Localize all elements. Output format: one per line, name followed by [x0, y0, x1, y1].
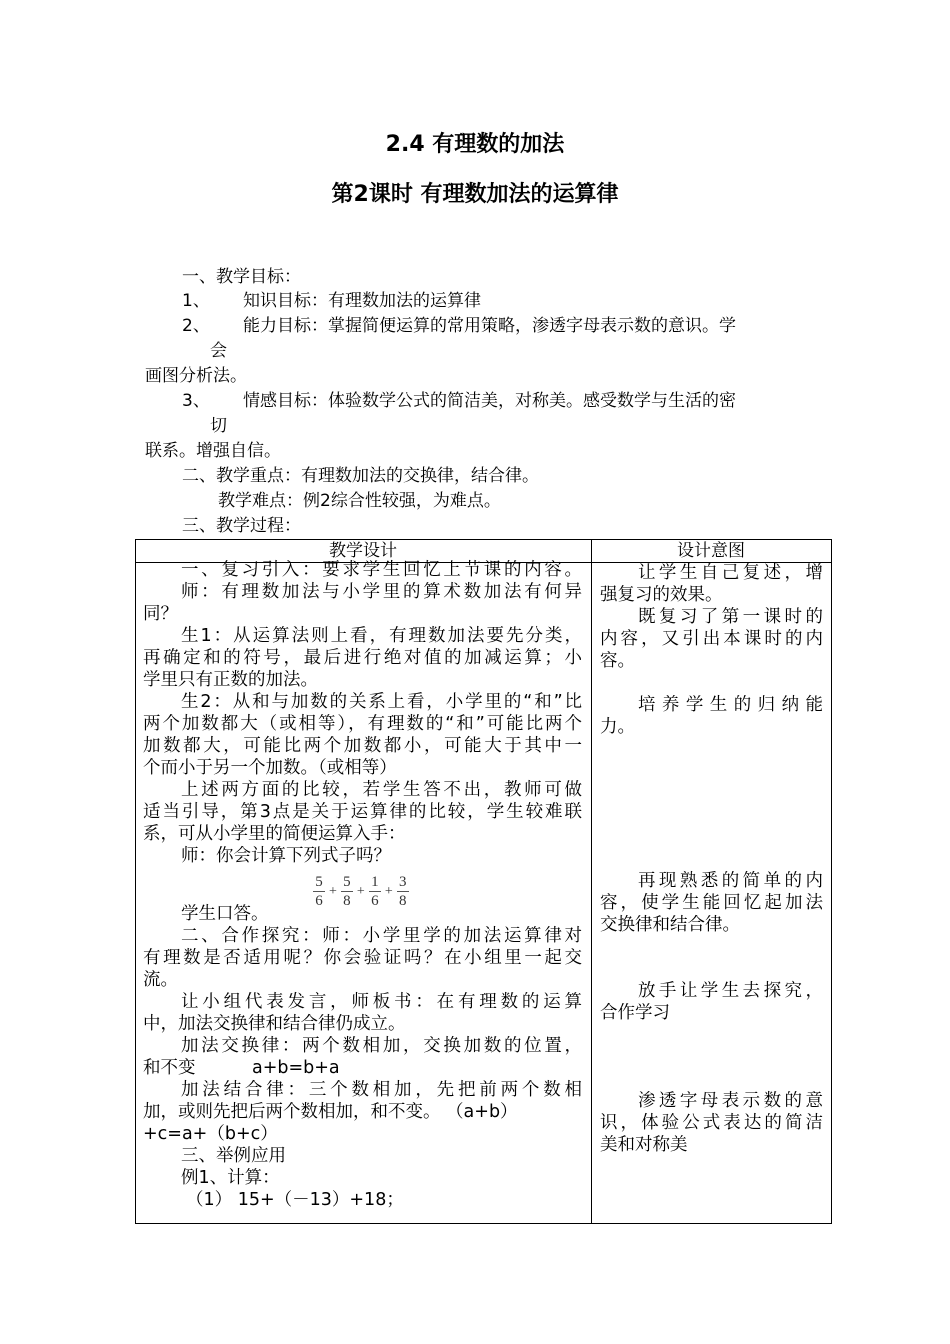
intro-line: 三、教学过程：	[182, 516, 301, 536]
denominator: 8	[343, 893, 351, 909]
intent-line: 渗透字母表示数的意	[638, 1091, 823, 1111]
intro-line: 联系。增强自信。	[145, 441, 281, 461]
design-line: 流。	[143, 970, 178, 990]
design-line: a+b=b+a	[252, 1058, 340, 1078]
design-line: 个而小于另一个加数。（或相等）	[143, 758, 397, 778]
plus-operator: +	[384, 883, 393, 899]
intro-line: 切	[210, 416, 227, 436]
design-line: 两个加数都大（或相等），有理数的“和”可能比两个	[143, 714, 582, 734]
design-line: 例1、计算：	[181, 1168, 280, 1188]
design-line: 再确定和的符号，最后进行绝对值的加减运算；小	[143, 648, 582, 668]
intent-line: 识，体验公式表达的简洁	[600, 1113, 823, 1133]
numerator: 3	[398, 874, 407, 890]
design-line: 加法交换律：两个数相加，交换加数的位置，	[181, 1036, 582, 1056]
design-line: 三、举例应用	[181, 1146, 286, 1166]
design-line: 生1：从运算法则上看，有理数加法要先分类，	[181, 626, 582, 646]
intent-line: 培养学生的归纳能	[638, 695, 823, 715]
intro-line: 2、	[182, 316, 210, 336]
intro-line: 画图分析法。	[145, 366, 247, 386]
design-line: 适当引导，第3点是关于运算律的比较，学生较难联	[143, 802, 582, 822]
design-line: 加，或则先把后两个数相加，和不变。 （a+b）	[143, 1102, 518, 1122]
intro-line: 教学难点：例2综合性较强，为难点。	[218, 491, 501, 511]
design-line: 生2：从和与加数的关系上看，小学里的“和”比	[181, 692, 582, 712]
document-title: 2.4 有理数的加法	[385, 132, 565, 157]
fraction	[312, 873, 326, 910]
design-line: 系，可从小学里的简便运算入手：	[143, 824, 406, 844]
denominator: 6	[315, 893, 323, 909]
intent-line: 让学生自己复述，增	[638, 563, 823, 583]
intro-line: 1、	[182, 291, 210, 311]
design-line: 师：有理数加法与小学里的算术数加法有何异	[181, 582, 582, 602]
intent-line: 美和对称美	[600, 1135, 688, 1155]
design-line: （1） 15+（－13）+18；	[186, 1190, 404, 1210]
fraction	[340, 873, 354, 910]
intent-line: 交换律和结合律。	[600, 915, 740, 935]
intent-line: 再现熟悉的简单的内	[638, 871, 823, 891]
intent-line: 力。	[600, 717, 635, 737]
intent-line: 合作学习	[600, 1003, 670, 1023]
design-line: 同？	[143, 604, 178, 624]
header-intent: 设计意图	[677, 541, 745, 561]
design-line: 一、复习引入：要求学生回忆上节课的内容。	[181, 560, 582, 580]
design-line: 学里只有正数的加法。	[143, 670, 318, 690]
intro-line: 二、教学重点：有理数加法的交换律，结合律。	[182, 466, 539, 486]
intent-line: 内容，又引出本课时的内	[600, 629, 823, 649]
numerator: 5	[343, 874, 351, 890]
design-line: 和不变	[143, 1058, 196, 1078]
design-line: 学生口答。	[181, 904, 269, 924]
plus-operator: +	[356, 883, 365, 899]
design-line: 二、合作探究：师：小学里学的加法运算律对	[181, 926, 582, 946]
fraction	[396, 873, 410, 910]
fraction	[368, 873, 382, 910]
intro-line: 一、教学目标：	[182, 267, 301, 287]
document-subtitle: 第2课时 有理数加法的运算律	[331, 182, 619, 207]
numerator: 5	[315, 874, 323, 890]
fraction-expression	[312, 873, 410, 910]
intro-line: 3、	[182, 391, 210, 411]
design-line: 师：你会计算下列式子吗？	[181, 846, 391, 866]
intro-line: 情感目标：体验数学公式的简洁美，对称美。感受数学与生活的密	[243, 391, 736, 411]
design-line: 上述两方面的比较，若学生答不出，教师可做	[181, 780, 582, 800]
plus-operator: +	[329, 883, 337, 899]
denominator: 8	[398, 893, 407, 909]
intent-line: 容。	[600, 651, 635, 671]
design-line: 有理数是否适用呢？你会验证吗？在小组里一起交	[143, 948, 582, 968]
numerator: 1	[371, 874, 379, 890]
intro-line: 会	[210, 341, 227, 361]
intent-line: 容，使学生能回忆起加法	[600, 893, 823, 913]
denominator: 6	[371, 893, 379, 909]
intent-line: 强复习的效果。	[600, 585, 723, 605]
header-design: 教学设计	[329, 541, 397, 561]
intro-line: 能力目标：掌握简便运算的常用策略，渗透字母表示数的意识。学	[243, 316, 736, 336]
design-line: 加法结合律：三个数相加，先把前两个数相	[181, 1080, 582, 1100]
design-line: 加数都大，可能比两个加数都小，可能大于其中一	[143, 736, 582, 756]
design-line: +c=a+（b+c）	[143, 1124, 278, 1144]
intro-line: 知识目标：有理数加法的运算律	[243, 291, 481, 311]
intent-line: 放手让学生去探究，	[638, 981, 823, 1001]
design-line: 中，加法交换律和结合律仍成立。	[143, 1014, 406, 1034]
intent-line: 既复习了第一课时的	[638, 607, 823, 627]
design-line: 让小组代表发言，师板书：在有理数的运算	[181, 992, 582, 1012]
